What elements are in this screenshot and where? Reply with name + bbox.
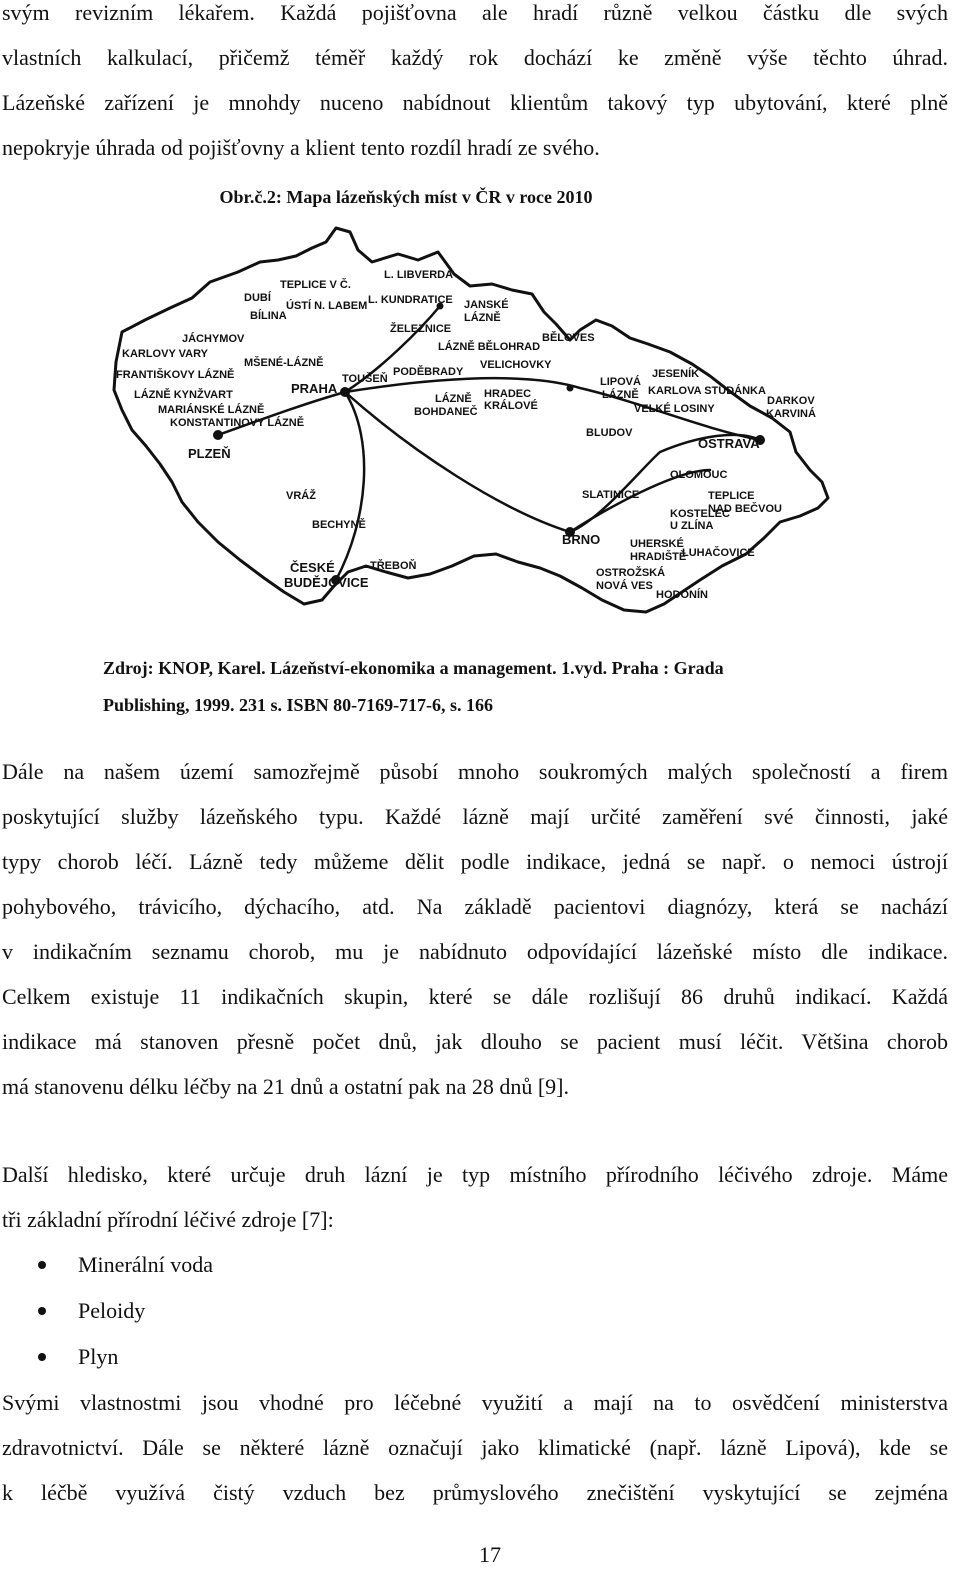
map-label: DUBÍ	[244, 292, 271, 304]
bullet-icon	[38, 1353, 46, 1361]
bullet-icon	[38, 1307, 46, 1315]
map-label: VELKÉ LOSINY	[634, 403, 715, 415]
map-label: L. KUNDRATICE	[368, 294, 453, 306]
map-label: KOSTELEC	[670, 508, 730, 520]
map-label: VRÁŽ	[286, 490, 316, 502]
paragraph2-line: indikace má stanoven přesně počet dnů, jak dlouho se pacient musí léčit. Většina chorob	[2, 1029, 948, 1054]
map-label: ŽELEZNICE	[390, 323, 452, 335]
map-label: BOHDANEČ	[414, 406, 478, 418]
map-label: LÁZNĚ BĚLOHRAD	[438, 341, 541, 353]
paragraph2-line: Dále na našem území samozřejmě působí mnoho soukromých malých společností a firem	[2, 759, 948, 784]
map-label: BRNO	[562, 532, 601, 547]
paragraph1-line: Lázeňské zařízení je mnohdy nuceno nabídnout klientům takový typ ubytování, které plně	[2, 90, 948, 115]
map-label: LUHAČOVICE	[682, 547, 755, 559]
map-label: PLZEŇ	[188, 446, 231, 461]
figure-source-line: Zdroj: KNOP, Karel. Lázeňství-ekonomika a management. 1.vyd. Praha : Grada	[103, 658, 724, 678]
map-label: NOVÁ VES	[596, 580, 653, 592]
map-label: LÁZNĚ	[435, 393, 472, 405]
paragraph2-line: poskytující služby lázeňského typu. Každé lázně mají určité zaměření své činnosti, jaké	[2, 804, 948, 829]
map-label: MŠENÉ-LÁZNĚ	[244, 357, 324, 369]
map-label: OSTROŽSKÁ	[596, 567, 666, 579]
map-label: BECHYNĚ	[312, 519, 366, 531]
paragraph2-line: má stanovenu délku léčby na 21 dnů a ostatní pak na 28 dnů [9].	[2, 1074, 569, 1099]
map-label: LÁZNĚ KYNŽVART	[134, 389, 233, 401]
map-label: TEPLICE	[708, 490, 755, 502]
map-label: VELICHOVKY	[480, 359, 552, 371]
map-label: JÁCHYMOV	[182, 333, 245, 345]
map-label: HRADIŠTĚ	[630, 551, 687, 563]
paragraph3-line: Další hledisko, které určuje druh lázní je typ místního přírodního léčivého zdroje. Máme	[2, 1162, 948, 1187]
paragraph4-line: k léčbě využívá čistý vzduch bez průmyslového znečištění vyskytující se zejména	[2, 1480, 948, 1505]
map-label: ČESKÉ	[290, 560, 335, 575]
spa-map-figure	[100, 220, 845, 630]
map-label: TOUŠEŇ	[342, 373, 388, 385]
figure-caption: Obr.č.2: Mapa lázeňských míst v ČR v roce 2010	[219, 187, 593, 207]
map-label: KRÁLOVÉ	[484, 400, 538, 412]
map-label: BĚLOVES	[542, 332, 595, 344]
paragraph4-line: Svými vlastnostmi jsou vhodné pro léčebné využití a mají na to osvědčení ministerstva	[2, 1390, 948, 1415]
map-label: BÍLINA	[250, 310, 287, 322]
map-label: KARVINÁ	[766, 408, 816, 420]
map-label: L. LIBVERDA	[384, 269, 454, 281]
map-label: OLOMOUC	[670, 469, 728, 481]
map-label: LIPOVÁ	[600, 376, 641, 388]
map-label: LÁZNĚ	[602, 389, 639, 401]
bullet-icon	[38, 1261, 46, 1269]
paragraph2-line: pohybového, trávicího, dýchacího, atd. Na základě pacientovi diagnózy, která se nachází	[2, 894, 948, 919]
paragraph1-line: nepokryje úhrada od pojišťovny a klient tento rozdíl hradí ze svého.	[2, 135, 600, 160]
bullet-label: Plyn	[78, 1344, 119, 1369]
map-label: UHERSKÉ	[630, 538, 684, 550]
paragraph2-line: v indikačním seznamu chorob, mu je nabídnuto odpovídající lázeňské místo dle indikace.	[2, 939, 948, 964]
map-label: NAD BEČVOU	[708, 503, 782, 515]
map-label: SLATINICE	[582, 489, 640, 501]
map-label: ÚSTÍ N. LABEM	[286, 300, 368, 312]
map-label: TEPLICE V Č.	[280, 279, 351, 291]
map-label: HODONÍN	[656, 589, 708, 601]
map-label: PRAHA	[291, 381, 338, 396]
map-label: BUDĚJOVICE	[284, 575, 369, 590]
map-label: U ZLÍNA	[670, 520, 714, 532]
map-label: FRANTIŠKOVY LÁZNĚ	[116, 369, 235, 381]
map-label: KARLOVY VARY	[122, 348, 208, 360]
bullet-label: Minerální voda	[78, 1252, 214, 1277]
map-label: KARLOVA STUDÁNKA	[648, 385, 766, 397]
bullet-label: Peloidy	[78, 1298, 146, 1323]
map-label: HRADEC	[484, 388, 532, 400]
map-label: KONSTANTINOVY LÁZNĚ	[170, 417, 305, 429]
page-number: 17	[479, 1542, 501, 1567]
figure-source-line: Publishing, 1999. 231 s. ISBN 80-7169-717-6, s. 166	[103, 695, 494, 715]
map-label: BLUDOV	[586, 427, 633, 439]
paragraph1-line: svým revizním lékařem. Každá pojišťovna ale hradí různě velkou částku dle svých	[2, 0, 948, 25]
map-label: JANSKÉ	[464, 299, 509, 311]
map-label: PODĚBRADY	[393, 366, 464, 378]
map-label: MARIÁNSKÉ LÁZNĚ	[158, 404, 265, 416]
map-label: LÁZNĚ	[464, 312, 501, 324]
map-label: OSTRAVA	[698, 436, 760, 451]
map-label: TŘEBOŇ	[370, 560, 417, 572]
paragraph2-line: typy chorob léčí. Lázně tedy můžeme dělit podle indikace, jedná se např. o nemoci ústrojí	[2, 849, 948, 874]
paragraph2-line: Celkem existuje 11 indikačních skupin, které se dále rozlišují 86 druhů indikací. Každá	[2, 984, 948, 1009]
paragraph3-line: tři základní přírodní léčivé zdroje [7]:	[2, 1207, 334, 1232]
map-label: JESENÍK	[652, 368, 700, 380]
paragraph1-line: vlastních kalkulací, přičemž téměř každý rok dochází ke změně výše těchto úhrad.	[2, 45, 948, 70]
paragraph4-line: zdravotnictví. Dále se některé lázně označují jako klimatické (např. lázně Lipová), kde se	[2, 1435, 948, 1460]
map-label: DARKOV	[767, 395, 815, 407]
